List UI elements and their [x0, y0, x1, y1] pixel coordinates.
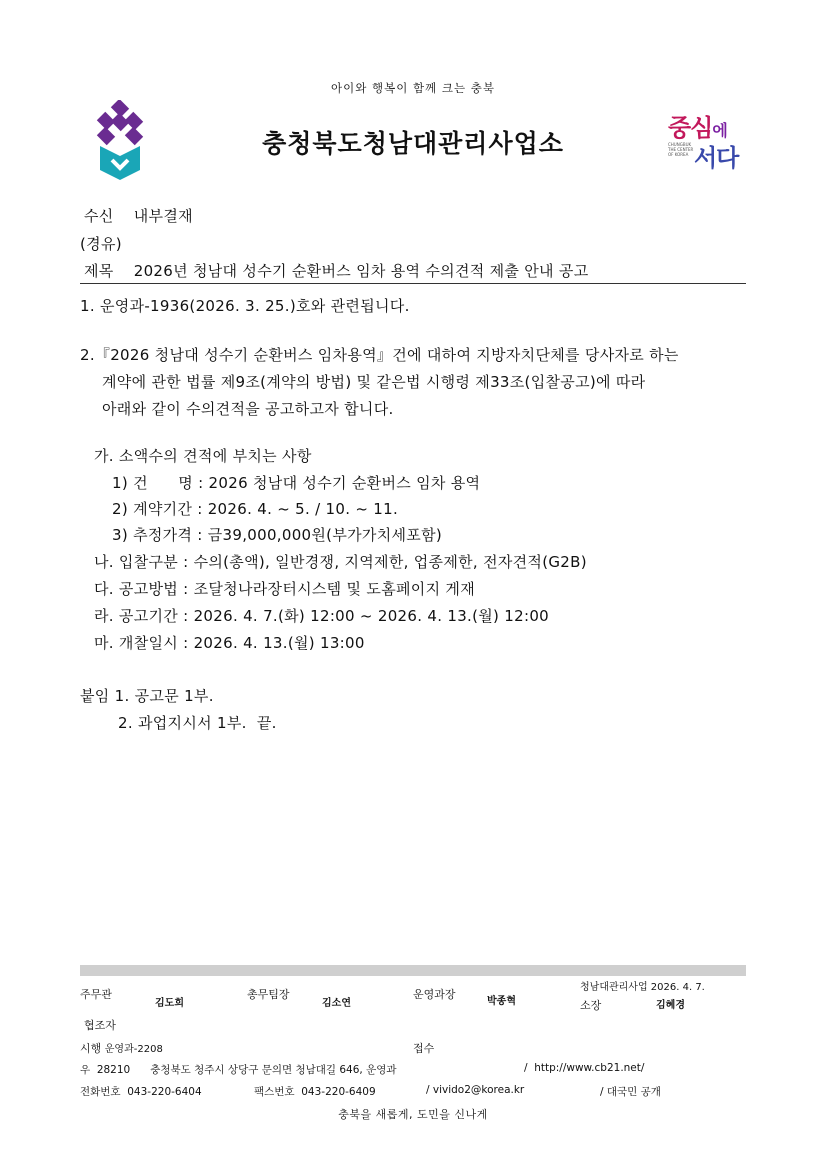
enforce-value: 운영과-2208 [104, 1044, 163, 1055]
organization-title: 충청북도청남대관리사업소 [262, 129, 564, 158]
final-approval-org-date: 청남대관리사업 2026. 4. 7. [580, 982, 705, 993]
cooperator-label: 협조자 [84, 1019, 116, 1032]
via-label: (경유) [80, 235, 122, 253]
logo-main-top-small: 에 [712, 121, 727, 140]
item-da: 다. 공고방법 : 조달청나라장터시스템 및 도홈페이지 게재 [94, 580, 476, 598]
header-slogan: 아이와 행복이 함께 크는 충북 [331, 81, 495, 95]
approver-2-signature: 김소연 [322, 998, 351, 1009]
approver-1-role: 주무관 [80, 988, 112, 1001]
approver-3-role: 운영과장 [413, 988, 456, 1001]
public-disclosure: / 대국민 공개 [600, 1086, 661, 1098]
item-ga-3: 3) 추정가격 : 금39,000,000원(부가가치세포함) [112, 526, 443, 544]
logo-eng-1: CHUNGBUK [668, 142, 692, 147]
paragraph-2-line-2: 계약에 관한 법률 제9조(계약의 방법) 및 같은법 시행령 제33조(입찰공고)에 따라 [102, 373, 646, 391]
item-ga: 가. 소액수의 견적에 부치는 사항 [94, 447, 312, 465]
item-ma: 마. 개찰일시 : 2026. 4. 13.(월) 13:00 [94, 634, 365, 652]
recipient-value: 내부결재 [133, 207, 193, 225]
fax-number: 팩스번호 043-220-6409 [254, 1086, 376, 1098]
email: / vivido2@korea.kr [426, 1084, 525, 1096]
approver-2-role: 총무팀장 [247, 988, 290, 1001]
item-ga-2: 2) 계약기간 : 2026. 4. ~ 5. / 10. ~ 11. [112, 500, 399, 518]
recipient-label: 수신 [84, 207, 114, 225]
item-na: 나. 입찰구분 : 수의(총액), 일반경쟁, 지역제한, 업종제한, 전자견적(G2B) [94, 553, 587, 571]
approver-3-signature: 박종혁 [487, 996, 516, 1007]
paragraph-2-line-3: 아래와 같이 수의견적을 공고하고자 합니다. [102, 400, 394, 418]
approval-divider-bar [80, 965, 746, 976]
paragraph-2-line-1: 2.『2026 청남대 성수기 순환버스 임차용역』건에 대하여 지방자치단체를 당사자로 하는 [80, 346, 679, 364]
logo-main-bottom: 서다 [694, 144, 739, 172]
subject-divider [80, 283, 746, 284]
subject-value: 2026년 청남대 성수기 순환버스 임차 용역 수의견적 제출 안내 공고 [133, 262, 589, 280]
paragraph-1: 1. 운영과-1936(2026. 3. 25.)호와 관련됩니다. [80, 297, 410, 315]
address: 우 28210 충청북도 청주시 상당구 문의면 청남대길 646, 운영과 [80, 1064, 397, 1076]
final-approver-role: 소장 [580, 999, 602, 1012]
item-ra: 라. 공고기간 : 2026. 4. 7.(화) 12:00 ~ 2026. 4. 13.(월) 12:00 [94, 607, 550, 625]
enforce-label: 시행 [80, 1042, 102, 1055]
logo-eng-2: THE CENTER [668, 147, 694, 152]
receipt-label: 접수 [413, 1042, 435, 1055]
right-slogan-logo [668, 108, 744, 172]
subject-label: 제목 [84, 262, 114, 280]
enforce-row [80, 1040, 163, 1056]
footer-slogan: 충북을 새롭게, 도민을 신나게 [338, 1108, 488, 1121]
final-approver-signature: 김혜경 [656, 1000, 685, 1011]
approver-1-signature: 김도희 [155, 998, 184, 1009]
logo-main-top: 중심 [668, 114, 713, 142]
logo-eng-3: OF KOREA [668, 152, 689, 157]
attachment-1: 붙임 1. 공고문 1부. [80, 687, 214, 705]
item-ga-1: 1) 건 명 : 2026 청남대 성수기 순환버스 임차 용역 [112, 474, 481, 492]
phone-number: 전화번호 043-220-6404 [80, 1086, 202, 1098]
website: / http://www.cb21.net/ [524, 1062, 645, 1074]
recipient-row [84, 205, 193, 226]
attachment-2: 2. 과업지시서 1부. 끝. [118, 714, 277, 732]
subject-row [84, 260, 589, 281]
